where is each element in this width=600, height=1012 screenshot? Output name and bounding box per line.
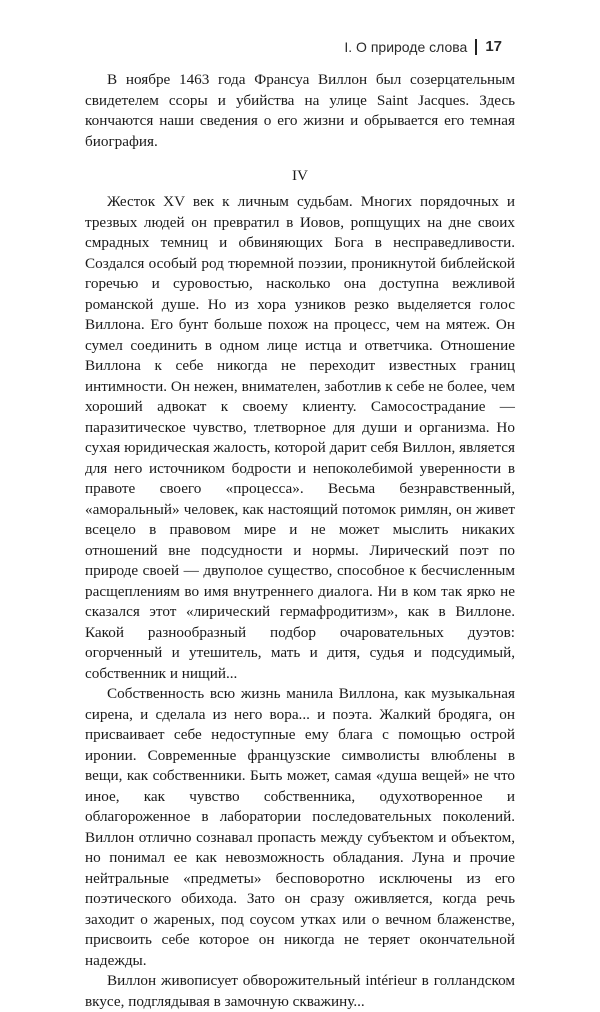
running-head bbox=[344, 38, 502, 55]
text-block bbox=[85, 70, 515, 1012]
section-number: IV bbox=[291, 167, 309, 184]
page-number: 17 bbox=[485, 38, 502, 55]
intro-paragraph: В ноябре 1463 года Франсуа Виллон был созерцательным свидетелем ссоры и убийства на улице Saint Jacques. Здесь кончаются наши сведения о его жизни и обрывается его темная биография. bbox=[85, 71, 515, 150]
paragraph: Собственность всю жизнь манила Виллона, как музыкальная сирена, и сделала из него вора... и поэта. Жалкий бродяга, он присваивает себе недоступные ему блага с помощью острой иронии. Современные французские символисты влюблены в вещи, как собственники. Быть может, самая «душа вещей» не что иное, как чувство собственника, одухотворенное и облагороженное в лаборатории последовательных поколений. Виллон отлично сознавал пропасть между субъектом и объектом, но понимал ее как невозможность обладания. Луна и прочие нейтральные «предметы» бесповоротно исключены из его поэтического обихода. Зато он сразу оживляется, когда речь заходит о жареных, под соусом утках или о вечном блаженстве, присвоить себе которое он никогда не теряет окончательной надежды. bbox=[85, 685, 515, 969]
paragraph: Жесток XV век к личным судьбам. Многих порядочных и трезвых людей он превратил в Иовов, ропщущих на дне своих смрадных темниц и обвиняющих Бога в несправедливости. Создался особый род тюремной поэзии, проникнутой библейской горечью и суровостью, насколько она доступна вежливой романской душе. Но из хора узников резко выделяется голос Виллона. Его бунт больше похож на процесс, чем на мятеж. Он сумел соединить в одном лице истца и ответчика. Отношение Виллона к себе никогда не переходит известных границ интимности. Он нежен, внимателен, заботлив к себе не более, чем хороший адвокат к своему клиенту. Самосострадание — паразитическое чувство, тлетворное для души и организма. Но сухая юридическая жалость, которой дарит себя Виллон, является для него источником бодрости и непоколебимой уверенности в правоте своего «процесса». Весьма безнравственный, «аморальный» человек, как настоящий потомок римлян, он живет всецело в правовом мире и не может мыслить никаких отношений вне подсудности и нормы. Лирический поэт по природе своей — двуполое существо, способное к бесчисленным расщеплениям во имя внутреннего диалога. Ни в ком так ярко не сказался этот «лирический гермафродитизм», как в Виллоне. Какой разнообразный подбор очаровательных дуэтов: огорченный и утешитель, мать и дитя, судья и подсудимый, собственник и нищий... bbox=[85, 193, 515, 682]
header-separator bbox=[475, 39, 477, 55]
paragraph: Виллон живописует обворожительный intérieur в голландском вкусе, подглядывая в замочную скважину... bbox=[85, 972, 515, 1010]
section-title: I. О природе слова bbox=[344, 38, 468, 55]
